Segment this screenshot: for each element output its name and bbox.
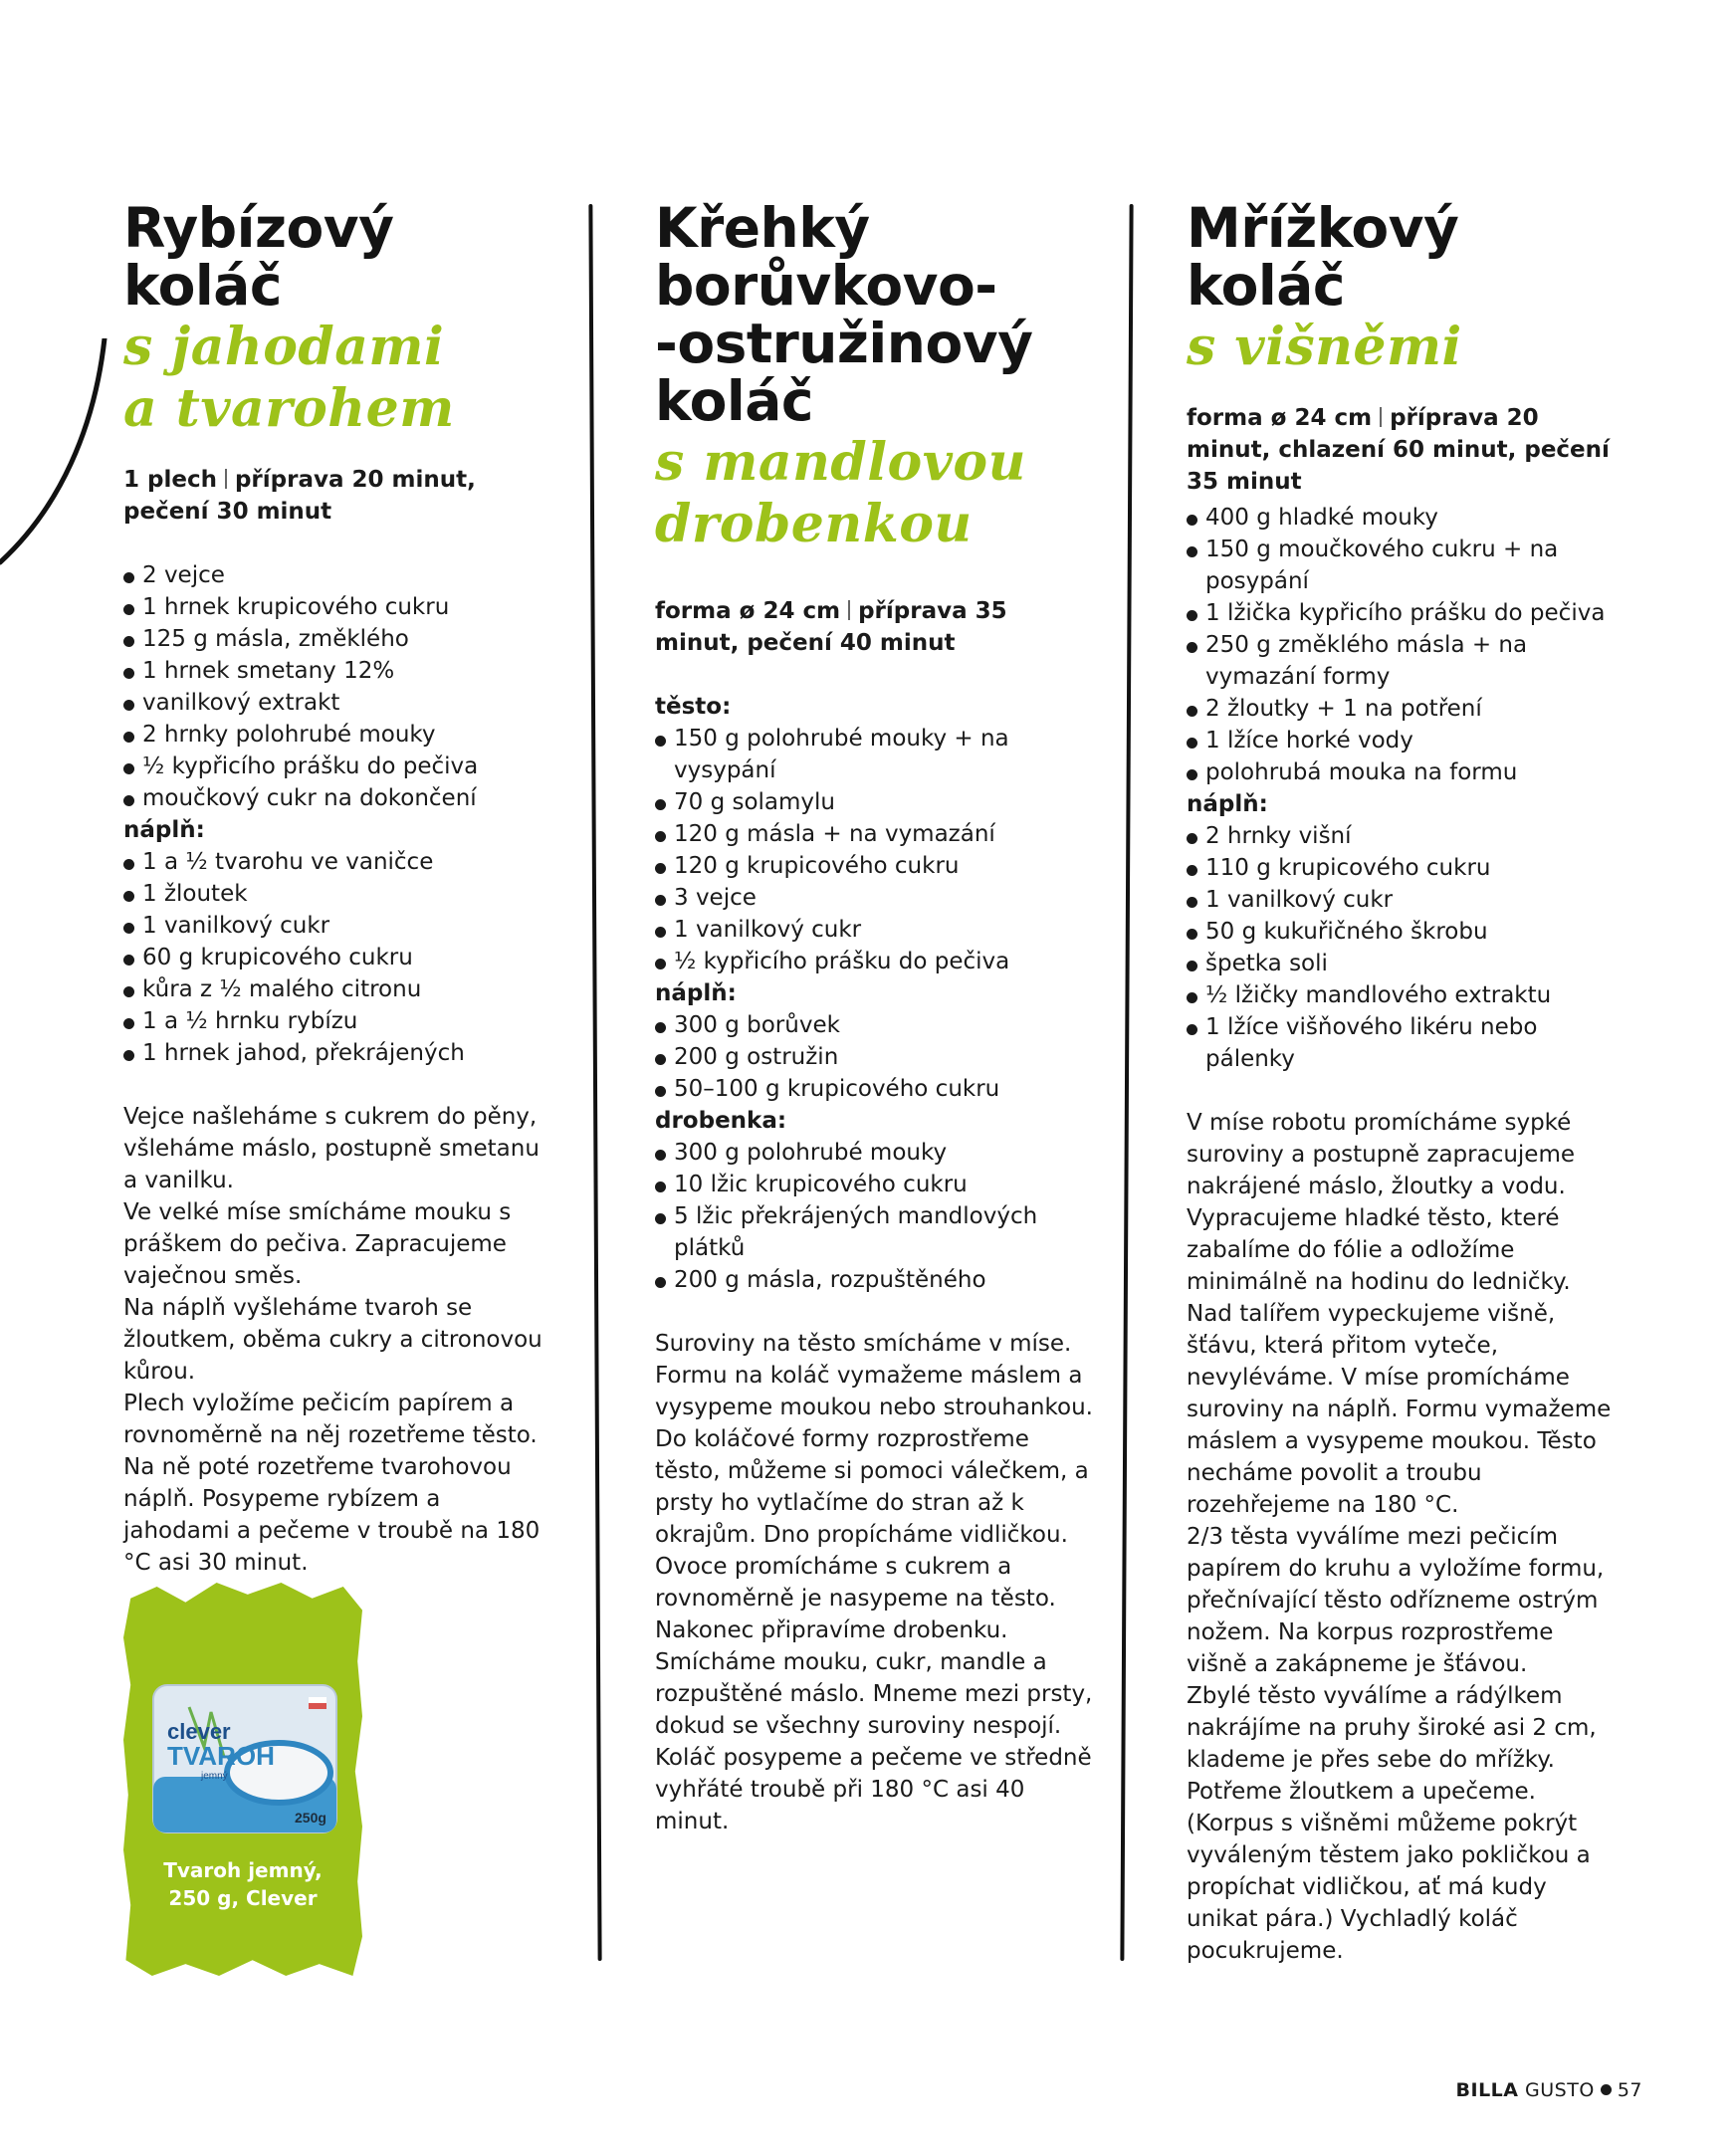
ingredient-item: 1 lžíce horké vody — [1187, 725, 1615, 756]
ingredient-list — [655, 691, 1093, 1296]
ingredient-item: 2 hrnky polohrubé mouky — [123, 719, 551, 751]
caption-line: 250 g, Clever — [168, 1886, 318, 1910]
subtitle-line: drobenkou — [655, 494, 973, 554]
method-paragraph: Nakonec připravíme drobenku. Smícháme mouku, cukr, mandle a rozpuštěné máslo. Mneme mezi prsty, dokud se všechny suroviny nespojí. Koláč posypeme a pečeme ve středně vyhřáté troubě při 180 °C asi 40 minut. — [655, 1617, 1093, 1834]
meta-separator — [1380, 407, 1382, 427]
meta-yield: forma ø 24 cm — [1187, 405, 1373, 431]
ingredient-list — [1187, 502, 1615, 1075]
ingredient-item: 10 lžic krupicového cukru — [655, 1169, 1093, 1200]
recipe-meta — [123, 464, 551, 528]
ingredient-item: 110 g krupicového cukru — [1187, 852, 1615, 884]
ingredient-item: 1 lžíce višňového likéru nebo pálenky — [1187, 1011, 1615, 1075]
ingredient-item: 200 g ostružin — [655, 1041, 1093, 1073]
ingredient-item: moučkový cukr na dokončení — [123, 782, 551, 814]
title-line: koláč — [655, 369, 813, 433]
method-paragraph: Suroviny na těsto smícháme v míse. Formu na koláč vymažeme máslem a vysypeme moukou nebo strouhankou. Do koláčové formy rozprostřeme těsto, můžeme si pomoci válečkem, a prsty ho vytlačíme do stran až k okrajům. Dno propícháme vidličkou. — [655, 1331, 1093, 1548]
product-brand-text: clever — [167, 1719, 231, 1744]
ingredient-item: polohrubá mouka na formu — [1187, 756, 1615, 788]
meta-time: příprava 35 minut, pečení 40 minut — [655, 598, 1007, 656]
footer-brand: BILLA — [1455, 2079, 1519, 2101]
subtitle-line: s višněmi — [1187, 317, 1462, 377]
ingredient-item: 2 žloutky + 1 na potření — [1187, 693, 1615, 725]
product-name-text: TVAROH — [167, 1741, 275, 1771]
ingredient-item: 1 vanilkový cukr — [655, 914, 1093, 946]
ingredient-item: 1 vanilkový cukr — [123, 910, 551, 942]
product-variant-text: jemný — [201, 1771, 228, 1782]
ingredient-item: 150 g polohrubé mouky + na vysypání — [655, 723, 1093, 786]
title-line: borůvkovo- — [655, 254, 997, 318]
ingredient-item: 300 g borůvek — [655, 1009, 1093, 1041]
subtitle-line: s mandlovou — [655, 432, 1026, 493]
method-text — [1187, 1107, 1615, 1967]
ingredient-item: 1 hrnek jahod, překrájených — [123, 1037, 551, 1069]
method-paragraph: Na náplň vyšleháme tvaroh se žloutkem, oběma cukry a citronovou kůrou. — [123, 1295, 542, 1385]
ingredient-item: 1 hrnek krupicového cukru — [123, 591, 551, 623]
ingredient-item: 1 vanilkový cukr — [1187, 884, 1615, 916]
method-text — [655, 1328, 1093, 1837]
method-paragraph: Vejce našleháme s cukrem do pěny, všleháme máslo, postupně smetanu a vanilku. — [123, 1104, 540, 1193]
ingredient-item: 200 g másla, rozpuštěného — [655, 1264, 1093, 1296]
method-paragraph: 2/3 těsta vyválíme mezi pečicím papírem do kruhu a vyložíme formu, přečnívající těsto odřízneme ostrým nožem. Na korpus rozprostřeme višně a zakápneme je šťávou. — [1187, 1524, 1605, 1677]
ingredient-item: ½ kypřicího prášku do pečiva — [123, 751, 551, 782]
ingredient-section-heading: těsto: — [655, 694, 732, 720]
ingredient-item: 125 g másla, změklého — [123, 623, 551, 655]
caption-line: Tvaroh jemný, — [163, 1858, 323, 1882]
ingredient-item: špetka soli — [1187, 948, 1615, 979]
recipe-meta — [1187, 402, 1615, 498]
meta-yield: 1 plech — [123, 467, 217, 493]
ingredient-item: 1 žloutek — [123, 878, 551, 910]
recipe-title — [123, 196, 551, 318]
product-package-image — [149, 1677, 340, 1836]
ingredient-item: 50–100 g krupicového cukru — [655, 1073, 1093, 1105]
footer-dot — [1601, 2084, 1612, 2095]
recipe-column-1 — [123, 196, 551, 1579]
recipe-column-3 — [1187, 196, 1615, 1967]
ingredient-item: kůra z ½ malého citronu — [123, 973, 551, 1005]
product-weight-text: 250g — [295, 1810, 326, 1826]
column-divider — [1120, 204, 1133, 1961]
ingredient-section-heading: náplň: — [655, 980, 737, 1006]
page-number: 57 — [1617, 2079, 1642, 2101]
product-caption — [123, 1856, 362, 1912]
ingredient-item: ½ kypřicího prášku do pečiva — [655, 946, 1093, 977]
method-paragraph: V míse robotu promícháme sypké suroviny a postupně zapracujeme nakrájené máslo, žloutky a vodu. Vypracujeme hladké těsto, které zabalíme do fólie a odložíme minimálně na hodinu do ledničky. — [1187, 1110, 1576, 1295]
ingredient-item: 1 a ½ tvarohu ve vaničce — [123, 846, 551, 878]
product-badge — [123, 1583, 362, 1976]
title-line: -ostružinový — [655, 312, 1033, 375]
decorative-arc — [0, 338, 119, 567]
recipe-subtitle — [1187, 317, 1615, 378]
ingredient-item: 250 g změklého másla + na vymazání formy — [1187, 629, 1615, 693]
ingredient-list — [123, 559, 551, 1069]
ingredient-item: 1 lžička kypřicího prášku do pečiva — [1187, 597, 1615, 629]
recipe-subtitle — [655, 432, 1093, 555]
meta-separator — [848, 600, 850, 620]
meta-yield: forma ø 24 cm — [655, 598, 841, 624]
method-paragraph: Ovoce promícháme s cukrem a rovnoměrně je nasypeme na těsto. — [655, 1554, 1056, 1612]
ingredient-item: 2 hrnky višní — [1187, 820, 1615, 852]
ingredient-section-heading: drobenka: — [655, 1108, 787, 1134]
recipe-title — [655, 196, 1093, 433]
meta-separator — [225, 469, 227, 489]
page-footer — [1456, 2079, 1642, 2101]
method-paragraph: Ve velké míse smícháme mouku s práškem do pečiva. Zapracujeme vaječnou směs. — [123, 1199, 512, 1289]
ingredient-section-heading: náplň: — [123, 817, 205, 843]
ingredient-item: 70 g solamylu — [655, 786, 1093, 818]
ingredient-item: 5 lžic překrájených mandlových plátků — [655, 1200, 1093, 1264]
ingredient-item: 60 g krupicového cukru — [123, 942, 551, 973]
ingredient-item: 50 g kukuřičného škrobu — [1187, 916, 1615, 948]
ingredient-item: 3 vejce — [655, 882, 1093, 914]
subtitle-line: s jahodami — [123, 317, 445, 377]
meta-time: příprava 20 minut, chlazení 60 minut, pečení 35 minut — [1187, 405, 1610, 495]
title-line: Mřížkový koláč — [1187, 196, 1459, 318]
ingredient-item: 120 g krupicového cukru — [655, 850, 1093, 882]
ingredient-item: 150 g moučkového cukru + na posypání — [1187, 534, 1615, 597]
ingredient-item: 2 vejce — [123, 559, 551, 591]
recipe-column-2 — [655, 196, 1093, 1837]
title-line: Křehký — [655, 196, 870, 260]
ingredient-item: vanilkový extrakt — [123, 687, 551, 719]
subtitle-line: a tvarohem — [123, 378, 455, 439]
recipe-title — [1187, 196, 1615, 318]
method-paragraph: Zbylé těsto vyválíme a rádýlkem nakrájíme na pruhy široké asi 2 cm, klademe je přes sebe do mřížky. Potřeme žloutkem a upečeme. (Korpus s višněmi můžeme pokrýt vyváleným těstem jako pokličkou a propíchat vidličkou, ať má kudy unikat pára.) Vychladlý koláč pocukrujeme. — [1187, 1683, 1597, 1964]
method-paragraph: Plech vyložíme pečicím papírem a rovnoměrně na něj rozetřeme těsto. Na ně poté rozetřeme tvarohovou náplň. Posypeme rybízem a jahodami a pečeme v troubě na 180 °C asi 30 minut. — [123, 1391, 541, 1576]
footer-magazine: GUSTO — [1525, 2079, 1595, 2101]
recipe-subtitle — [123, 317, 551, 440]
ingredient-item: 1 hrnek smetany 12% — [123, 655, 551, 687]
recipe-meta — [655, 595, 1093, 659]
column-divider — [588, 204, 601, 1961]
method-paragraph: Nad talířem vypeckujeme višně, šťávu, která přitom vyteče, nevyléváme. V míse promícháme suroviny na náplň. Formu vymažeme máslem a vysypeme moukou. Těsto necháme povolit a troubu rozehřejeme na 180 °C. — [1187, 1301, 1612, 1518]
method-text — [123, 1101, 551, 1579]
ingredient-item: 400 g hladké mouky — [1187, 502, 1615, 534]
ingredient-item: 120 g másla + na vymazání — [655, 818, 1093, 850]
ingredient-section-heading: náplň: — [1187, 791, 1268, 817]
ingredient-item: ½ lžičky mandlového extraktu — [1187, 979, 1615, 1011]
meta-time: příprava 20 minut, pečení 30 minut — [123, 467, 476, 525]
title-line: Rybízový koláč — [123, 196, 394, 318]
ingredient-item: 1 a ½ hrnku rybízu — [123, 1005, 551, 1037]
ingredient-item: 300 g polohrubé mouky — [655, 1137, 1093, 1169]
